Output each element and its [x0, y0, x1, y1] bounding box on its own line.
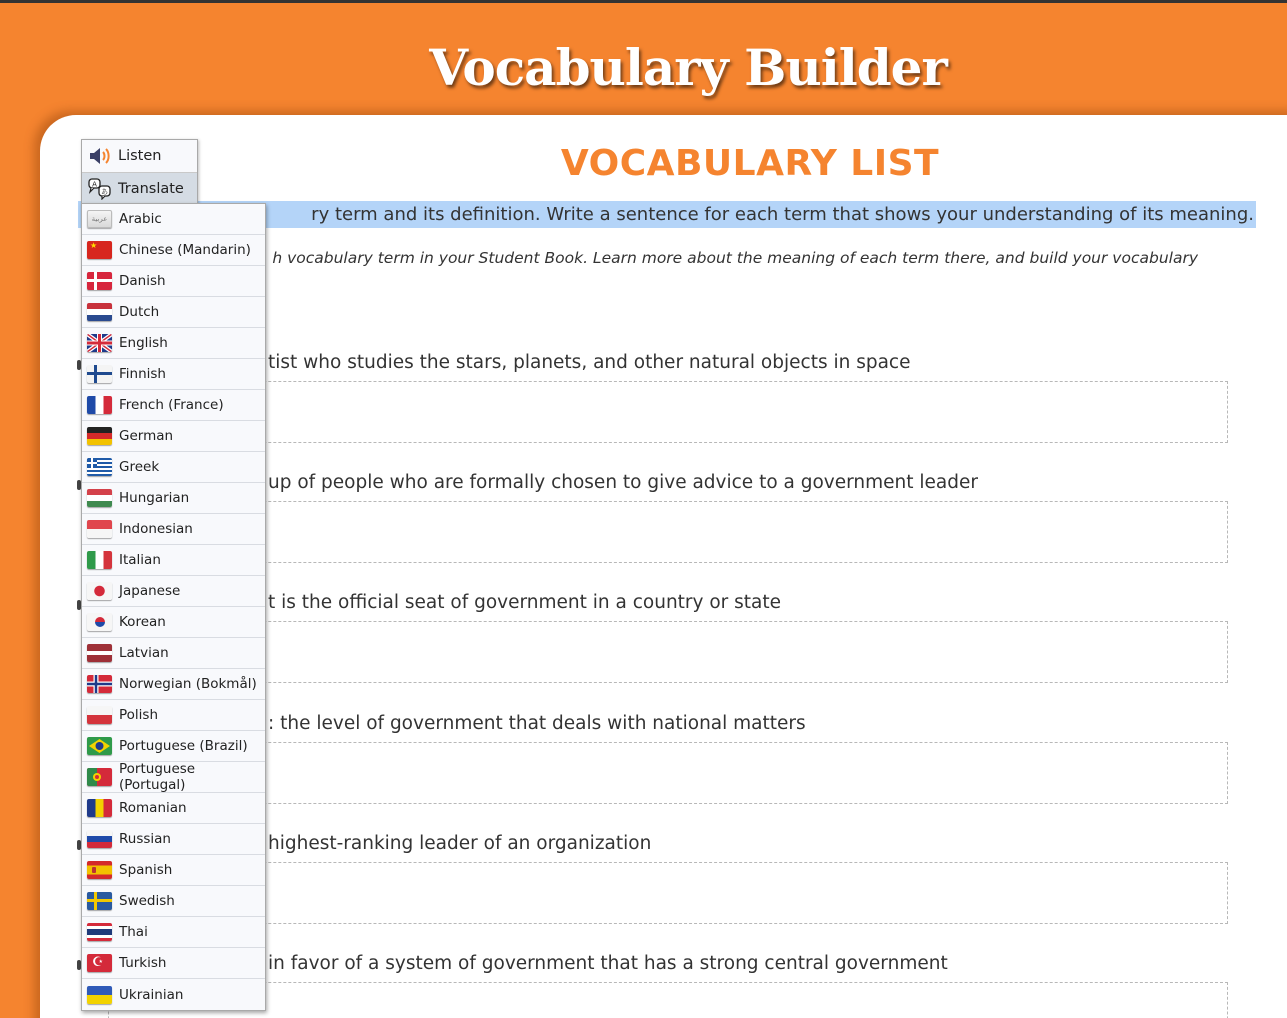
vocab-answer-field[interactable]	[108, 381, 1228, 443]
app-title: Vocabulary Builder	[429, 38, 947, 97]
language-option-thai[interactable]	[82, 917, 265, 948]
norway-flag-icon	[87, 675, 112, 693]
poland-flag-icon	[87, 706, 112, 724]
language-option-japanese[interactable]	[82, 576, 265, 607]
language-label: German	[119, 428, 174, 444]
language-label: Danish	[119, 273, 166, 289]
language-option-ukrainian[interactable]	[82, 979, 265, 1010]
finland-flag-icon	[87, 365, 112, 383]
language-label: Swedish	[119, 893, 175, 909]
language-option-russian[interactable]	[82, 824, 265, 855]
language-option-korean[interactable]	[82, 607, 265, 638]
language-option-swedish[interactable]	[82, 886, 265, 917]
language-option-portuguese-portugal[interactable]	[82, 762, 265, 793]
language-label: Norwegian (Bokmål)	[119, 676, 257, 692]
speaker-icon	[88, 146, 112, 166]
language-option-french[interactable]	[82, 390, 265, 421]
turkey-flag-icon: ☪	[87, 954, 112, 972]
svg-text:A: A	[92, 180, 97, 188]
japan-flag-icon	[87, 582, 112, 600]
language-option-polish[interactable]	[82, 700, 265, 731]
language-label: Ukrainian	[119, 986, 184, 1003]
sweden-flag-icon	[87, 892, 112, 910]
vocab-definition: : the level of government that deals with national matters	[268, 713, 806, 734]
language-label: Arabic	[119, 211, 162, 227]
language-option-indonesian[interactable]	[82, 514, 265, 545]
language-option-chinese[interactable]	[82, 235, 265, 266]
language-label: Latvian	[119, 645, 169, 661]
language-option-romanian[interactable]	[82, 793, 265, 824]
greece-flag-icon	[87, 458, 112, 476]
denmark-flag-icon	[87, 272, 112, 290]
language-label: Korean	[119, 614, 166, 630]
language-option-german[interactable]	[82, 421, 265, 452]
language-label: Spanish	[119, 862, 173, 878]
instructions-note: h vocabulary term in your Student Book. Learn more about the meaning of each term there, and build your vocabulary	[272, 249, 1198, 267]
reading-tools-menu	[81, 139, 198, 205]
romania-flag-icon	[87, 799, 112, 817]
language-label: Finnish	[119, 366, 166, 382]
italy-flag-icon	[87, 551, 112, 569]
vocab-definition: highest-ranking leader of an organization	[268, 833, 652, 854]
language-label: Portuguese (Brazil)	[119, 738, 248, 754]
arabic-flag-icon: عربية	[87, 210, 112, 228]
language-option-arabic[interactable]	[82, 204, 265, 235]
vocab-answer-field[interactable]	[108, 621, 1228, 683]
language-label: Thai	[119, 924, 148, 940]
language-label: Dutch	[119, 304, 160, 320]
vocab-answer-field[interactable]	[108, 982, 1228, 1018]
language-label: Italian	[119, 552, 161, 568]
language-option-dutch[interactable]	[82, 297, 265, 328]
vocab-definition: tist who studies the stars, planets, and other natural objects in space	[268, 352, 911, 373]
language-option-hungarian[interactable]	[82, 483, 265, 514]
vocab-definition: in favor of a system of government that has a strong central government	[268, 953, 948, 974]
translate-button[interactable]	[82, 172, 197, 204]
language-option-latvian[interactable]	[82, 638, 265, 669]
vocab-definition: up of people who are formally chosen to give advice to a government leader	[268, 472, 978, 493]
language-option-finnish[interactable]	[82, 359, 265, 390]
china-flag-icon: ★	[87, 241, 112, 259]
page-heading: VOCABULARY LIST	[560, 143, 940, 184]
portugal-flag-icon	[87, 768, 112, 786]
language-label: Greek	[119, 459, 160, 475]
indonesia-flag-icon	[87, 520, 112, 538]
window-top-edge	[0, 0, 1287, 3]
uk-flag-icon	[87, 334, 112, 352]
language-label: Chinese (Mandarin)	[119, 242, 251, 258]
language-option-norwegian[interactable]	[82, 669, 265, 700]
germany-flag-icon	[87, 427, 112, 445]
language-option-greek[interactable]	[82, 452, 265, 483]
language-label: Hungarian	[119, 490, 190, 506]
translate-label: Translate	[118, 180, 184, 197]
language-option-italian[interactable]	[82, 545, 265, 576]
netherlands-flag-icon	[87, 303, 112, 321]
latvia-flag-icon	[87, 644, 112, 662]
language-option-turkish[interactable]	[82, 948, 265, 979]
vocab-answer-field[interactable]	[108, 501, 1228, 563]
spain-flag-icon	[87, 861, 112, 879]
france-flag-icon	[87, 396, 112, 414]
listen-label: Listen	[118, 148, 162, 164]
language-label: Romanian	[119, 800, 187, 816]
language-option-danish[interactable]	[82, 266, 265, 297]
language-label: French (France)	[119, 397, 224, 413]
vocab-definition: t is the official seat of government in a country or state	[268, 592, 782, 613]
brazil-flag-icon	[87, 737, 112, 755]
hungary-flag-icon	[87, 489, 112, 507]
svg-text:あ: あ	[101, 187, 108, 196]
language-label: Polish	[119, 707, 159, 723]
language-option-english[interactable]	[82, 328, 265, 359]
language-option-portuguese-brazil[interactable]	[82, 731, 265, 762]
language-label: English	[119, 335, 168, 351]
thailand-flag-icon	[87, 923, 112, 941]
ukraine-flag-icon	[87, 986, 112, 1004]
listen-button[interactable]	[82, 140, 197, 172]
instructions-text: ry term and its definition. Write a sentence for each term that shows your understanding of its meaning.	[78, 201, 1256, 228]
language-option-spanish[interactable]	[82, 855, 265, 886]
translate-icon	[88, 179, 112, 199]
language-label: Japanese	[119, 583, 181, 599]
language-label: Turkish	[119, 955, 167, 971]
language-label: Russian	[119, 831, 171, 847]
vocab-answer-field[interactable]	[108, 862, 1228, 924]
russia-flag-icon	[87, 830, 112, 848]
translate-language-dropdown	[81, 203, 266, 1011]
language-label: Indonesian	[119, 521, 193, 537]
language-label: Portuguese (Portugal)	[119, 761, 196, 793]
vocab-answer-field[interactable]	[108, 742, 1228, 804]
korea-flag-icon	[87, 613, 112, 631]
